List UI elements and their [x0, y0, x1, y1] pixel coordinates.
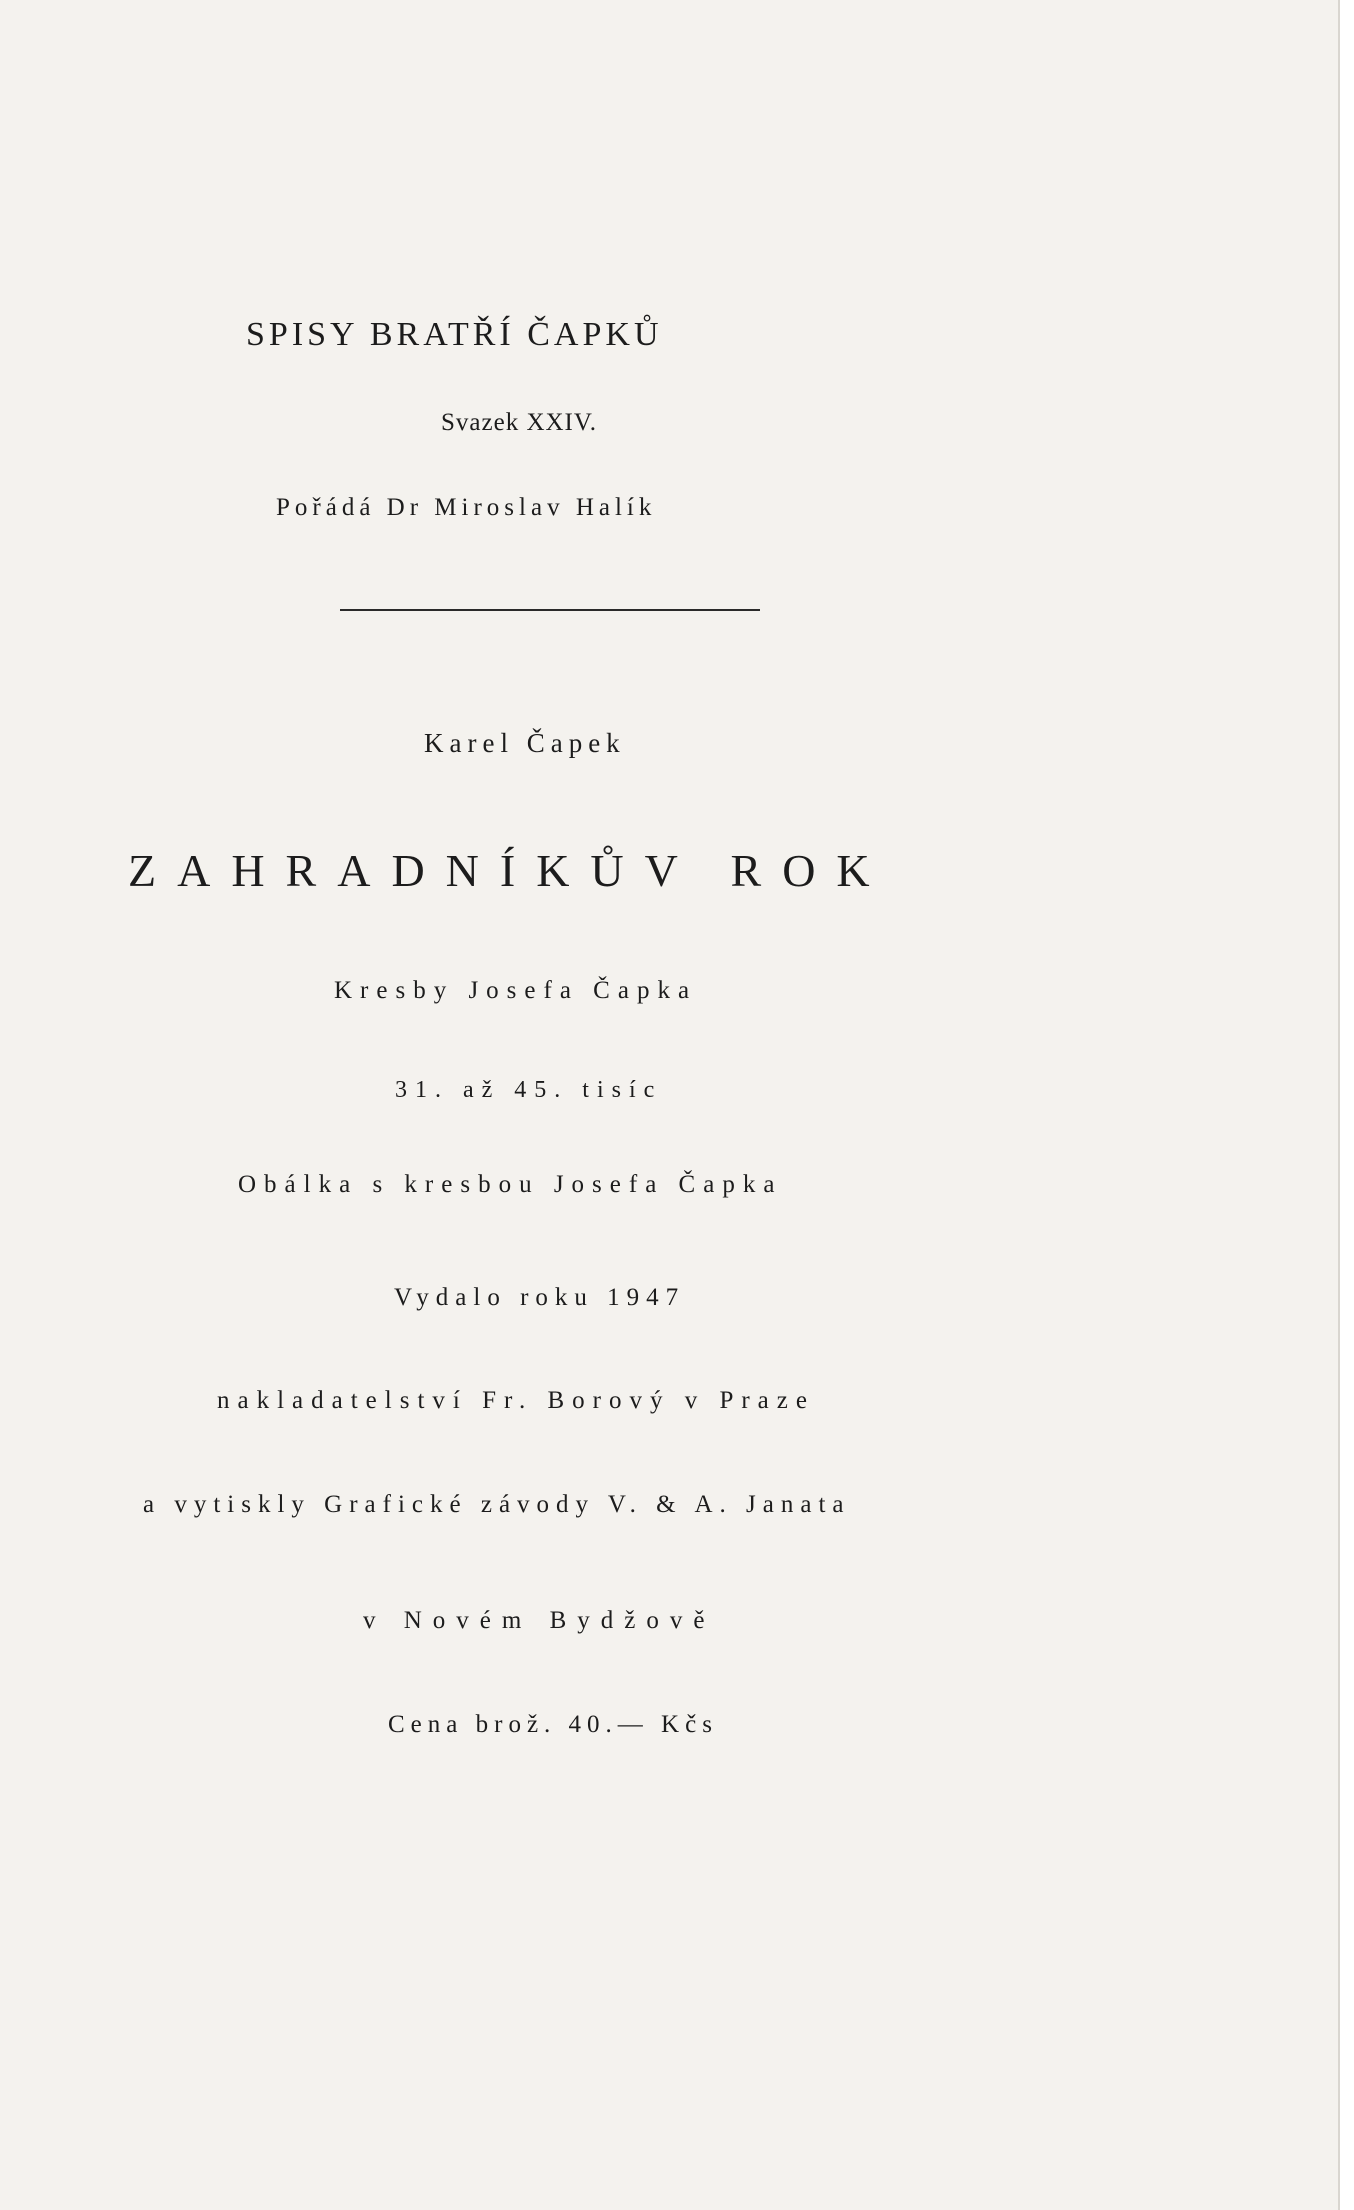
illustrations-credit: Kresby Josefa Čapka: [334, 977, 698, 1004]
divider-rule: [340, 609, 760, 611]
printer-place: v Novém Bydžově: [363, 1607, 716, 1634]
series-title: SPISY BRATŘÍ ČAPKŮ: [246, 316, 663, 353]
author-name: Karel Čapek: [424, 728, 626, 758]
book-title: ZAHRADNÍKŮV ROK: [128, 845, 891, 896]
print-run: 31. až 45. tisíc: [395, 1077, 663, 1103]
volume-number: Svazek XXIV.: [441, 409, 597, 436]
editor-credit: Pořádá Dr Miroslav Halík: [276, 494, 657, 521]
cover-note: Obálka s kresbou Josefa Čapka: [238, 1171, 783, 1198]
publication-year: Vydalo roku 1947: [394, 1284, 686, 1311]
publisher-line: nakladatelství Fr. Borový v Praze: [217, 1387, 815, 1414]
price-line: Cena brož. 40.— Kčs: [388, 1711, 718, 1738]
printer-line: a vytiskly Grafické závody V. & A. Janata: [143, 1491, 851, 1518]
